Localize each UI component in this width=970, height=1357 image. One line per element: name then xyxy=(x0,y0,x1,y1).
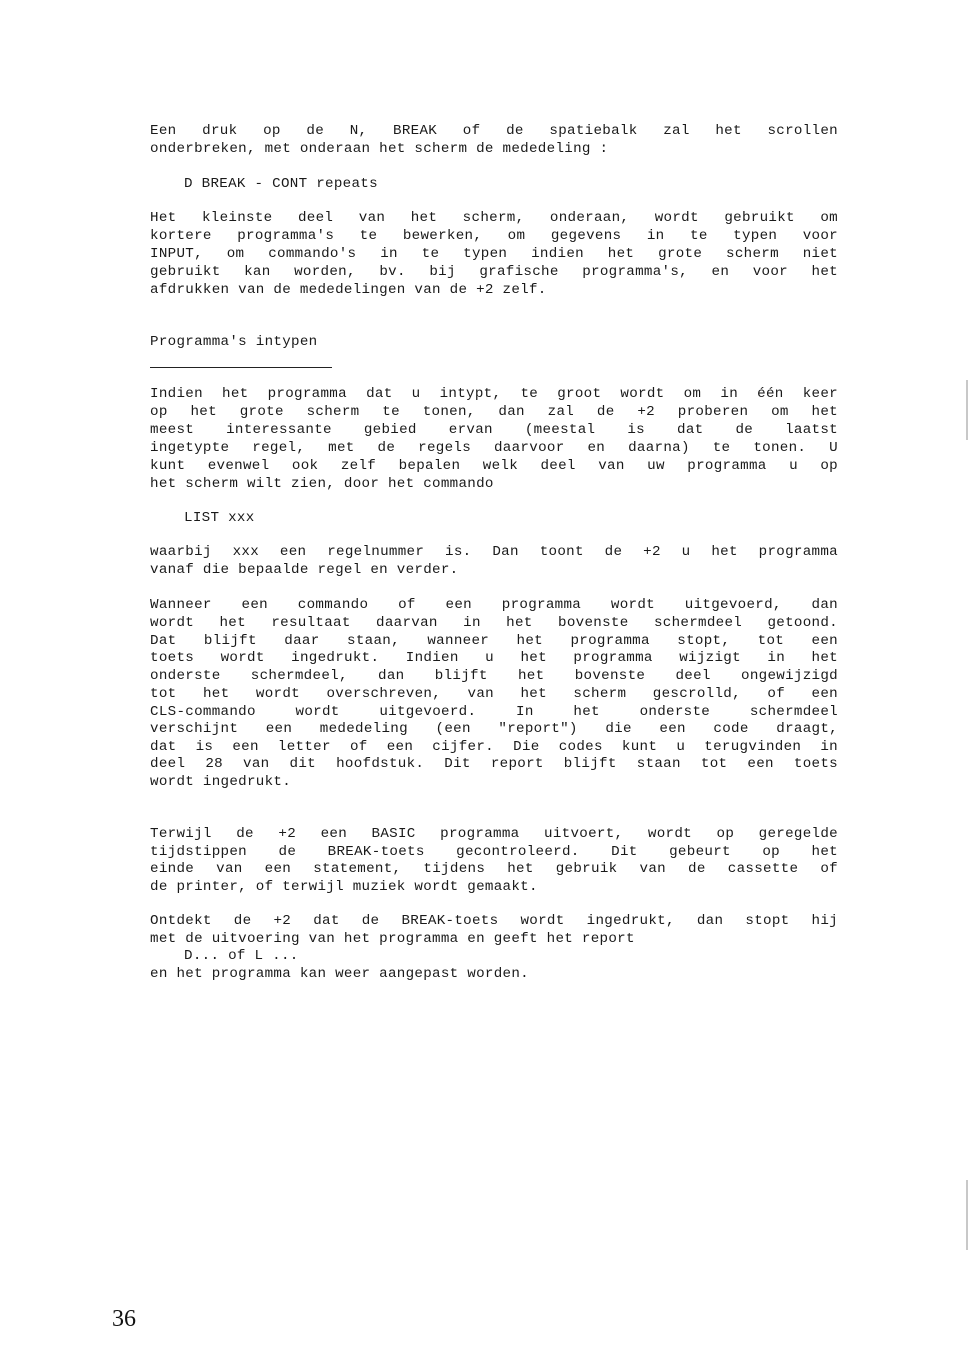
body-text-line: waarbij xxx een regelnummer is. Dan toont de +2 u het programma xyxy=(150,544,838,560)
body-text-line: dat is een letter of een cijfer. Die codes kunt u terugvinden in xyxy=(150,739,838,755)
body-text-line: en het programma kan weer aangepast worden. xyxy=(150,966,529,982)
body-text-line: Dat blijft daar staan, wanneer het programma stopt, tot een xyxy=(150,633,838,649)
body-text-line: op het grote scherm te tonen, dan zal de +2 proberen om het xyxy=(150,404,838,420)
code-line-list: LIST xxx xyxy=(184,510,255,526)
body-text-line: Indien het programma dat u intypt, te groot wordt om in één keer xyxy=(150,386,838,402)
body-text-line: toets wordt ingedrukt. Indien u het programma wijzigt in het xyxy=(150,650,838,666)
body-text-line: wordt ingedrukt. xyxy=(150,774,292,790)
report-code-line: D... of L ... xyxy=(184,948,299,964)
body-text-line: Een druk op de N, BREAK of de spatiebalk zal het scrollen xyxy=(150,123,838,139)
body-text-line: vanaf die bepaalde regel en verder. xyxy=(150,562,459,578)
body-text-line: afdrukken van de mededelingen van de +2 zelf. xyxy=(150,282,547,298)
page-number: 36 xyxy=(112,1306,136,1332)
scan-edge-mark xyxy=(966,380,968,440)
body-text-line: onderbreken, met onderaan het scherm de mededeling : xyxy=(150,141,609,157)
body-text-line: met de uitvoering van het programma en geeft het report xyxy=(150,931,635,947)
body-text-line: Wanneer een commando of een programma wordt uitgevoerd, dan xyxy=(150,597,838,613)
body-text-line: wordt het resultaat daarvan in het bovenste schermdeel getoond. xyxy=(150,615,838,631)
body-text-line: tot het wordt overschreven, van het scherm gescrolld, of een xyxy=(150,686,838,702)
body-text-line: CLS-commando wordt uitgevoerd. In het onderste schermdeel xyxy=(150,704,838,720)
body-text-line: Het kleinste deel van het scherm, onderaan, wordt gebruikt om xyxy=(150,210,838,226)
body-text-line: kortere programma's te bewerken, om gegevens in te typen voor xyxy=(150,228,838,244)
body-text-line: het scherm wilt zien, door het commando xyxy=(150,476,494,492)
body-text-line: onderste schermdeel, dan blijft het bovenste deel ongewijzigd xyxy=(150,668,838,684)
body-text-line: ingetypte regel, met de regels daarvoor en daarna) te tonen. U xyxy=(150,440,838,456)
scan-edge-mark xyxy=(966,1180,968,1250)
body-text-line: meest interessante gebied ervan (meestal is dat de laatst xyxy=(150,422,838,438)
body-text-line: INPUT, om commando's in te typen indien het grote scherm niet xyxy=(150,246,838,262)
body-text-line: tijdstippen de BREAK-toets gecontroleerd. Dit gebeurt op het xyxy=(150,844,838,860)
body-text-line: einde van een statement, tijdens het gebruik van de cassette of xyxy=(150,861,838,877)
code-line-break-cont: D BREAK - CONT repeats xyxy=(184,176,378,192)
body-text-line: Terwijl de +2 een BASIC programma uitvoert, wordt op geregelde xyxy=(150,826,838,842)
section-heading: Programma's intypen xyxy=(150,334,318,350)
heading-underline xyxy=(150,367,332,368)
body-text-line: kunt evenwel ook zelf bepalen welk deel van uw programma u op xyxy=(150,458,838,474)
body-text-line: Ontdekt de +2 dat de BREAK-toets wordt ingedrukt, dan stopt hij xyxy=(150,913,838,929)
body-text-line: de printer, of terwijl muziek wordt gemaakt. xyxy=(150,879,538,895)
body-text-line: deel 28 van dit hoofdstuk. Dit report blijft staan tot een toets xyxy=(150,756,838,772)
body-text-line: gebruikt kan worden, bv. bij grafische programma's, en voor het xyxy=(150,264,838,280)
body-text-line: verschijnt een mededeling (een "report") die een code draagt, xyxy=(150,721,838,737)
